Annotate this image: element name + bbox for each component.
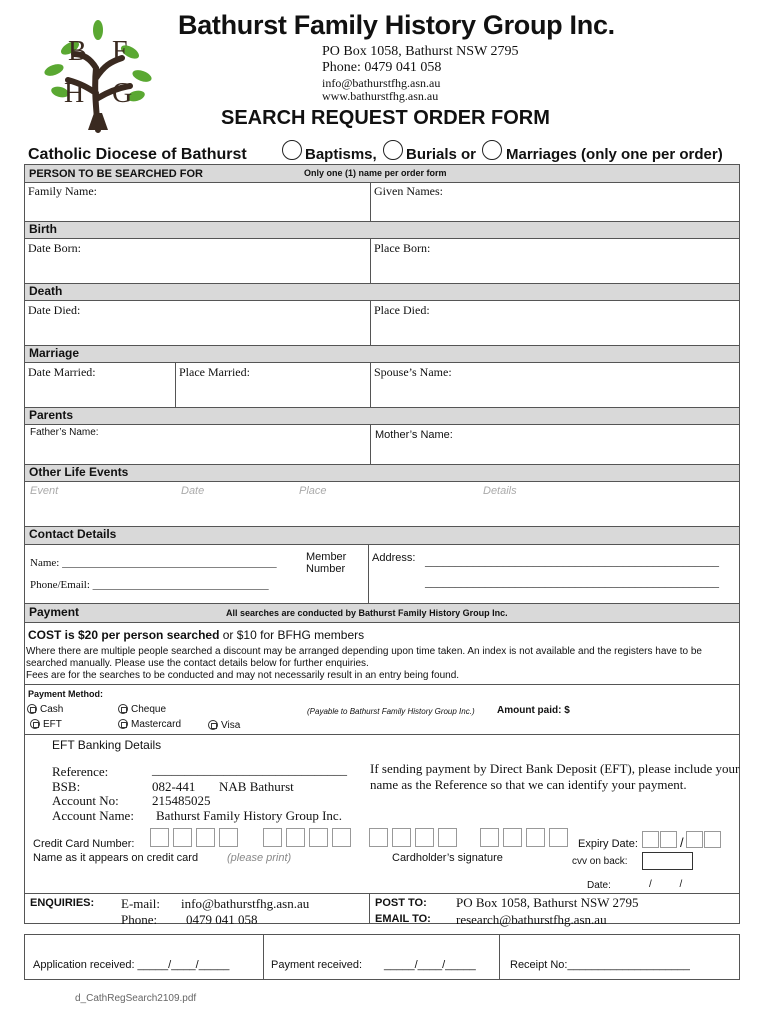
enquiries-label: ENQUIRIES:: [30, 897, 95, 909]
cost-line: [28, 628, 364, 642]
card-digit-box[interactable]: [196, 828, 215, 847]
divider: [24, 893, 740, 894]
card-digit-box[interactable]: [503, 828, 522, 847]
member-label: Member: [306, 551, 347, 563]
phone-email-label: Phone/Email: ________________________________: [30, 579, 269, 591]
place-born-label: Place Born:: [374, 241, 431, 255]
marriages-label: Marriages (only one per order): [506, 146, 723, 163]
cost-rest: or $10 for BFHG members: [219, 628, 365, 642]
place-died-field[interactable]: [371, 317, 739, 344]
payment-method-label: Payment Method:: [28, 689, 104, 699]
card-digit-box[interactable]: [438, 828, 457, 847]
contact-name-label: Name: _______________________________________: [30, 557, 277, 569]
divider: [24, 684, 740, 685]
number-label: Number: [306, 563, 346, 575]
email-to-value[interactable]: research@bathurstfhg.asn.au: [456, 912, 607, 927]
mastercard-option[interactable]: [118, 719, 181, 730]
mother-name-field[interactable]: [371, 441, 739, 464]
place-born-field[interactable]: [371, 255, 739, 283]
account-no-value: 215485025: [152, 793, 211, 808]
org-name: Bathurst Family History Group Inc.: [178, 10, 615, 40]
card-number-label: Credit Card Number:: [33, 838, 135, 850]
divider: [499, 934, 500, 980]
divider: [24, 734, 740, 735]
eft-heading: EFT Banking Details: [52, 738, 162, 752]
email-to-label: EMAIL TO:: [375, 913, 431, 925]
date-died-label: Date Died:: [28, 303, 81, 317]
father-name-field[interactable]: [25, 441, 369, 464]
cost-bold: COST is $20 per person searched: [28, 628, 220, 642]
other-events-section-bar: [24, 464, 740, 482]
other-events-field[interactable]: [25, 500, 739, 526]
divider: [368, 545, 369, 603]
org-phone: Phone: 0479 041 058: [322, 60, 442, 75]
given-names-field[interactable]: [371, 196, 739, 220]
date-died-field[interactable]: [25, 317, 369, 344]
other-events-heading: Other Life Events: [29, 465, 129, 479]
date-married-label: Date Married:: [28, 365, 96, 379]
baptisms-label: Baptisms,: [305, 146, 377, 163]
expiry-box-2[interactable]: [660, 831, 677, 848]
mother-name-label: Mother’s Name:: [375, 429, 453, 441]
card-digit-box[interactable]: [332, 828, 351, 847]
given-names-label: Given Names:: [374, 184, 443, 198]
person-note: Only one (1) name per order form: [304, 168, 447, 178]
divider: [263, 934, 264, 980]
amount-paid-label[interactable]: Amount paid: $: [497, 705, 570, 716]
cash-option[interactable]: [27, 704, 63, 715]
enquiries-phone-label: Phone:: [121, 912, 158, 927]
diocese-label: Catholic Diocese of Bathurst: [28, 146, 247, 163]
person-heading: PERSON TO BE SEARCHED FOR: [29, 168, 203, 180]
form-title: SEARCH REQUEST ORDER FORM: [221, 107, 550, 129]
date-label: Date:: [587, 880, 611, 891]
expiry-label: Expiry Date:: [578, 838, 638, 850]
parents-section-bar: [24, 407, 740, 425]
receipt-no: Receipt No:____________________: [510, 959, 690, 971]
org-address: PO Box 1058, Bathurst NSW 2795: [322, 44, 519, 59]
bank-name: NAB Bathurst: [219, 779, 294, 794]
enquiries-email-value[interactable]: info@bathurstfhg.asn.au: [181, 896, 310, 911]
card-digit-box[interactable]: [549, 828, 568, 847]
father-name-label: Father’s Name:: [30, 427, 99, 438]
account-no-label: Account No:: [52, 793, 119, 808]
date-column: Date: [181, 485, 205, 497]
cash-checkbox[interactable]: [27, 704, 37, 714]
address-line-2[interactable]: _________________________________________________: [425, 575, 719, 589]
account-name-value: Bathurst Family History Group Inc.: [156, 808, 342, 823]
card-digit-box[interactable]: [526, 828, 545, 847]
logo-letter-h: H: [64, 78, 85, 109]
divider: [369, 893, 370, 924]
mastercard-checkbox[interactable]: [118, 719, 128, 729]
post-to-label: POST TO:: [375, 897, 427, 909]
logo-letter-g: G: [112, 78, 133, 109]
payment-note: All searches are conducted by Bathurst Family History Group Inc.: [226, 608, 508, 618]
payment-received-label: Payment received:: [271, 959, 363, 971]
print-hint: (please print): [227, 852, 292, 864]
visa-label: Visa: [221, 720, 241, 731]
card-digit-box[interactable]: [480, 828, 499, 847]
reference-value[interactable]: ______________________________: [152, 762, 347, 777]
payment-heading: Payment: [29, 605, 80, 619]
logo-letter-f: F: [112, 36, 128, 67]
place-column: Place: [299, 485, 327, 497]
payment-para-1: Where there are multiple people searched a discount may be arranged depending upon time taken. An index is not available and the registers have to be searched manually. Please use the contact details below for further enquiries.: [26, 646, 702, 669]
signature-label[interactable]: Cardholder’s signature: [392, 852, 503, 864]
cheque-label: Cheque: [131, 704, 167, 715]
card-digit-box[interactable]: [150, 828, 169, 847]
contact-section-bar: [24, 526, 740, 545]
date-married-field[interactable]: [25, 379, 174, 407]
expiry-box-4[interactable]: [704, 831, 721, 848]
cheque-checkbox[interactable]: [118, 704, 128, 714]
event-column: Event: [30, 485, 59, 497]
spouse-name-field[interactable]: [371, 379, 739, 407]
bsb-value: 082-441: [152, 779, 196, 794]
family-name-field[interactable]: [25, 196, 369, 220]
expiry-box-3[interactable]: [686, 831, 703, 848]
card-digit-box[interactable]: [309, 828, 328, 847]
family-name-label: Family Name:: [28, 184, 97, 198]
payment-received-date: _____/____/_____: [384, 959, 476, 971]
enquiries-email-label: E-mail:: [121, 896, 160, 911]
office-use-frame: [24, 934, 740, 980]
place-died-label: Place Died:: [374, 303, 430, 317]
account-name-label: Account Name:: [52, 808, 134, 823]
visa-option[interactable]: [208, 720, 240, 731]
cheque-option[interactable]: [118, 704, 166, 715]
cvv-label: cvv on back:: [572, 856, 628, 867]
address-line-1[interactable]: _________________________________________________: [425, 554, 719, 568]
logo-letter-b: B: [68, 36, 87, 67]
eft-label: EFT: [43, 719, 62, 730]
details-column: Details: [483, 485, 517, 497]
date-slashes[interactable]: / /: [649, 879, 683, 890]
card-digit-box[interactable]: [173, 828, 192, 847]
expiry-box-1[interactable]: [642, 831, 659, 848]
card-digit-box[interactable]: [415, 828, 434, 847]
payable-note: (Payable to Bathurst Family History Group Inc.): [307, 707, 475, 716]
payment-para-2: Fees are for the searches to be conducted and may not necessarily result in an entry being found.: [26, 670, 460, 681]
cash-label: Cash: [40, 704, 64, 715]
org-website: www.bathurstfhg.asn.au: [322, 89, 439, 103]
cvv-field[interactable]: [642, 852, 693, 870]
visa-checkbox[interactable]: [208, 720, 218, 730]
eft-option[interactable]: [30, 719, 62, 730]
place-married-label: Place Married:: [179, 365, 250, 379]
date-born-field[interactable]: [25, 255, 369, 283]
org-email: info@bathurstfhg.asn.au: [322, 76, 441, 90]
card-digit-box[interactable]: [286, 828, 305, 847]
card-digit-box[interactable]: [263, 828, 282, 847]
footer-filename: d_CathRegSearch2109.pdf: [75, 993, 197, 1004]
date-born-label: Date Born:: [28, 241, 81, 255]
eft-instructions: If sending payment by Direct Bank Deposit (EFT), please include your name as the Reference so that we can identify your payment.: [370, 761, 740, 792]
marriage-heading: Marriage: [29, 346, 80, 360]
reference-label: Reference:: [52, 764, 109, 779]
card-digit-box[interactable]: [369, 828, 388, 847]
spouse-name-label: Spouse’s Name:: [374, 365, 452, 379]
card-name-label: Name as it appears on credit card: [33, 852, 199, 864]
contact-heading: Contact Details: [29, 527, 117, 541]
address-label: Address:: [372, 552, 416, 564]
post-to-value: PO Box 1058, Bathurst NSW 2795: [456, 895, 639, 910]
application-received: Application received: _____/____/_____: [33, 959, 230, 971]
mastercard-label: Mastercard: [131, 719, 182, 730]
parents-heading: Parents: [29, 408, 74, 422]
marriages-radio[interactable]: [482, 140, 502, 160]
tree-logo-icon: [38, 18, 158, 133]
card-digit-box[interactable]: [219, 828, 238, 847]
place-married-field[interactable]: [176, 379, 369, 407]
death-heading: Death: [29, 284, 63, 298]
logo: [38, 18, 158, 133]
eft-checkbox[interactable]: [30, 719, 40, 729]
baptisms-radio[interactable]: [282, 140, 302, 160]
card-digit-box[interactable]: [392, 828, 411, 847]
enquiries-phone-value: 0479 041 058: [186, 912, 258, 927]
marriage-section-bar: [24, 345, 740, 363]
death-section-bar: [24, 283, 740, 301]
burials-radio[interactable]: [383, 140, 403, 160]
birth-heading: Birth: [29, 222, 57, 236]
birth-section-bar: [24, 221, 740, 239]
burials-label: Burials or: [406, 146, 477, 163]
expiry-separator: /: [680, 835, 684, 850]
bsb-label: BSB:: [52, 779, 81, 794]
